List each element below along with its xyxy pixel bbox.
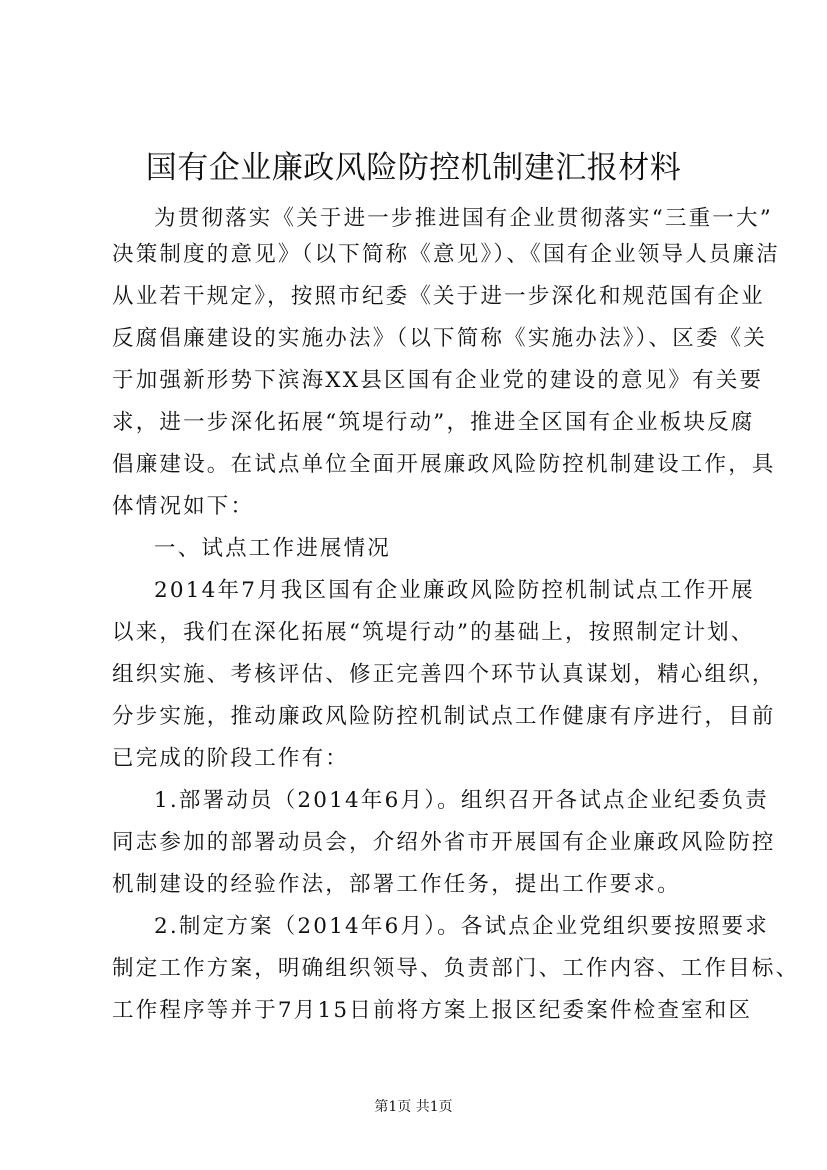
- paragraph-line: 求，进一步深化拓展“筑堤行动”，推进全区国有企业板块反腐: [112, 410, 755, 435]
- paragraph-line: 同志参加的部署动员会，介绍外省市开展国有企业廉政风险防控: [112, 830, 776, 855]
- paragraph-line: 制定工作方案，明确组织领导、负责部门、工作内容、工作目标、: [112, 956, 800, 981]
- section-heading: 一、试点工作进展情况: [154, 536, 392, 561]
- document-title: 国有企业廉政风险防控机制建汇报材料: [145, 150, 682, 186]
- paragraph-line: 体情况如下：: [112, 494, 255, 519]
- paragraph-line: 从业若干规定》，按照市纪委《关于进一步深化和规范国有企业: [112, 284, 765, 309]
- paragraph-line: 1.部署动员（2014年6月）。组织召开各试点企业纪委负责: [154, 788, 769, 813]
- paragraph-line: 为贯彻落实《关于进一步推进国有企业贯彻落实“三重一大”: [154, 206, 773, 231]
- paragraph-line: 倡廉建设。在试点单位全面开展廉政风险防控机制建设工作，具: [112, 452, 776, 477]
- paragraph-line: 2014年7月我区国有企业廉政风险防控机制试点工作开展: [154, 578, 755, 603]
- paragraph-line: 组织实施、考核评估、修正完善四个环节认真谋划，精心组织，: [112, 662, 776, 687]
- paragraph-line: 2.制定方案（2014年6月）。各试点企业党组织要按照要求: [154, 914, 769, 939]
- paragraph-line: 机制建设的经验作法，部署工作任务，提出工作要求。: [112, 872, 681, 897]
- paragraph-line: 分步实施，推动廉政风险防控机制试点工作健康有序进行，目前: [112, 704, 776, 729]
- page-number-footer: 第1页 共1页: [374, 1099, 453, 1115]
- paragraph-line: 以来，我们在深化拓展“筑堤行动”的基础上，按照制定计划、: [112, 620, 755, 645]
- paragraph-line: 于加强新形势下滨海XX县区国有企业党的建设的意见》有关要: [112, 368, 764, 393]
- paragraph-line: 决策制度的意见》（以下简称《意见》）、《国有企业领导人员廉洁: [112, 242, 781, 267]
- paragraph-line: 工作程序等并于7月15日前将方案上报区纪委案件检查室和区: [112, 998, 753, 1023]
- paragraph-line: 已完成的阶段工作有：: [112, 746, 350, 771]
- paragraph-line: 反腐倡廉建设的实施办法》（以下简称《实施办法》）、区委《关: [112, 326, 768, 351]
